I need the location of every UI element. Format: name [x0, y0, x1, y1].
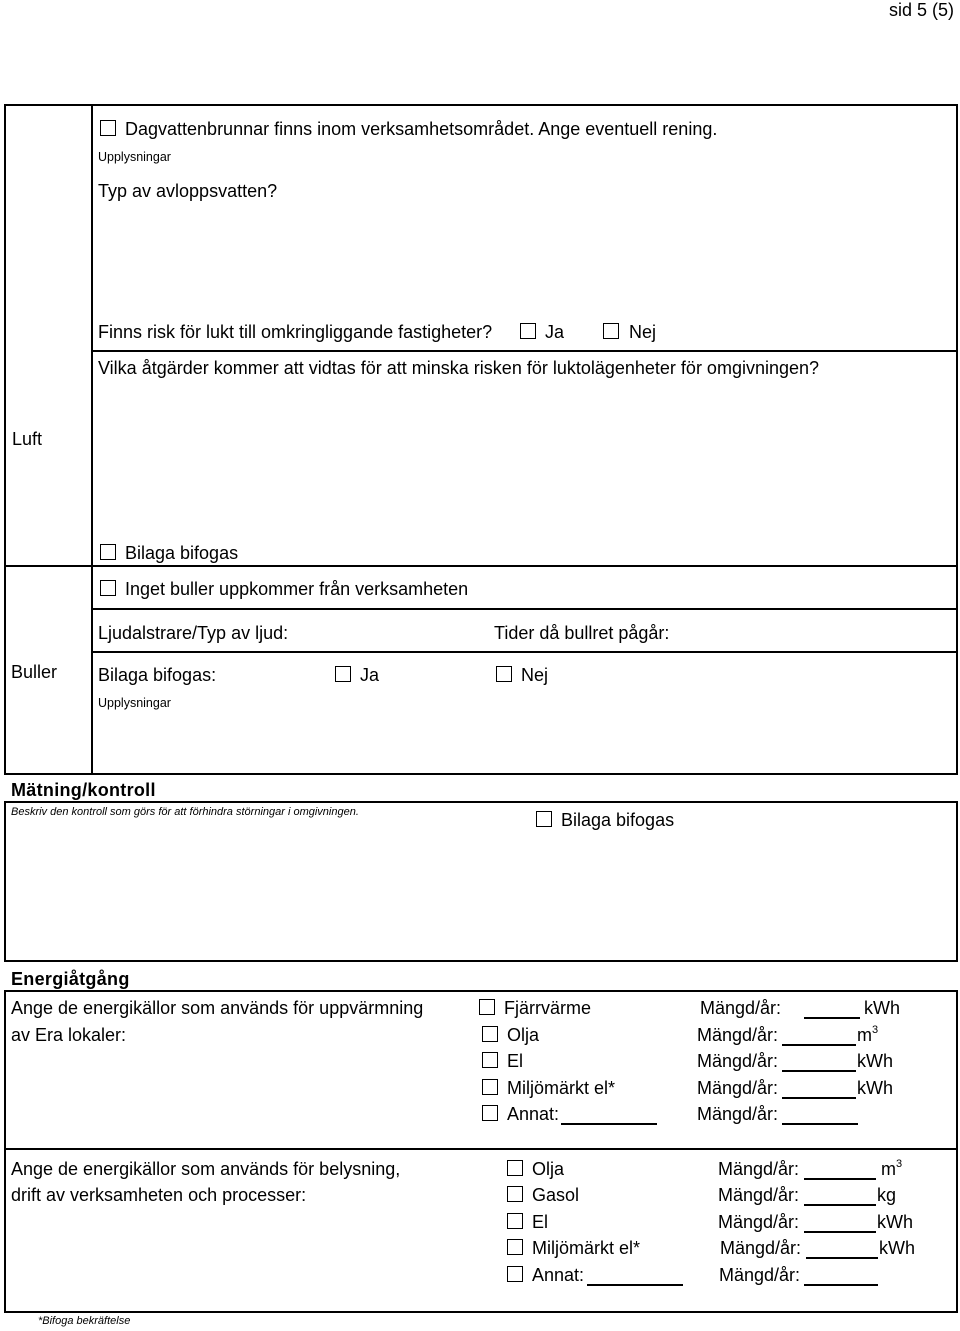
- amount-label: Mängd/år:: [720, 1238, 802, 1258]
- source-label: El: [507, 1051, 524, 1071]
- inget-buller-checkbox[interactable]: [100, 580, 116, 596]
- lukt-question: Finns risk för lukt till omkringliggande fastigheter?: [98, 322, 493, 342]
- section-divider-luft-buller: [4, 565, 958, 567]
- amount-label: Mängd/år:: [697, 1104, 779, 1124]
- source-label: Miljömärkt el*: [532, 1238, 641, 1258]
- luft-label: Luft: [12, 429, 43, 449]
- lukt-ja-checkbox[interactable]: [520, 323, 536, 339]
- upplysningar-label: Upplysningar: [98, 150, 171, 164]
- annat-input[interactable]: [587, 1284, 683, 1286]
- amount-input[interactable]: [806, 1257, 878, 1259]
- belysning-olja-checkbox[interactable]: [507, 1160, 523, 1176]
- unit-label: kWh: [864, 998, 900, 1018]
- amount-input[interactable]: [782, 1097, 856, 1099]
- unit-label: kg: [877, 1185, 897, 1205]
- source-label: Fjärrvärme: [504, 998, 592, 1018]
- buller-ja-checkbox[interactable]: [335, 666, 351, 682]
- source-label: El: [532, 1212, 549, 1232]
- unit-label: $m^3$: [857, 1024, 879, 1045]
- amount-label: Mängd/år:: [718, 1159, 800, 1179]
- annat-input[interactable]: [561, 1123, 657, 1125]
- olja-checkbox[interactable]: [482, 1026, 498, 1042]
- annat-checkbox[interactable]: [482, 1105, 498, 1121]
- row-divider: [91, 350, 958, 352]
- uppvarmning-text-1: Ange de energikällor som används för uppvärmning: [11, 998, 424, 1018]
- unit-label: kWh: [857, 1078, 893, 1098]
- amount-input[interactable]: [804, 1204, 876, 1206]
- dagvatten-checkbox[interactable]: [100, 120, 116, 136]
- energi-box: [4, 990, 958, 1313]
- amount-label: Mängd/år:: [697, 1025, 779, 1045]
- amount-input[interactable]: [804, 1017, 860, 1019]
- amount-input[interactable]: [782, 1070, 856, 1072]
- buller-bilaga-question: Bilaga bifogas:: [98, 665, 217, 685]
- miljomarkt-el-checkbox[interactable]: [482, 1079, 498, 1095]
- source-label: Gasol: [532, 1185, 580, 1205]
- amount-label: Mängd/år:: [718, 1185, 800, 1205]
- matning-instruction: Beskriv den kontroll som görs för att förhindra störningar i omgivningen.: [11, 806, 359, 818]
- upplysningar-label: Upplysningar: [98, 696, 171, 710]
- luft-bilaga-checkbox[interactable]: [100, 544, 116, 560]
- unit-label: kWh: [879, 1238, 915, 1258]
- amount-label: Mängd/år:: [697, 1078, 779, 1098]
- belysning-miljomarkt-el-checkbox[interactable]: [507, 1239, 523, 1255]
- avlopp-question: Typ av avloppsvatten?: [98, 181, 278, 201]
- inget-buller-label: Inget buller uppkommer från verksamheten: [125, 579, 469, 599]
- belysning-el-checkbox[interactable]: [507, 1213, 523, 1229]
- buller-nej-label: Nej: [521, 665, 549, 685]
- luft-bilaga-label: Bilaga bifogas: [125, 543, 239, 563]
- source-label: Annat:: [507, 1104, 560, 1124]
- amount-input[interactable]: [782, 1123, 858, 1125]
- amount-input[interactable]: [804, 1178, 876, 1180]
- page-number: sid 5 (5): [889, 0, 955, 20]
- amount-input[interactable]: [804, 1231, 876, 1233]
- source-label: Olja: [532, 1159, 565, 1179]
- matning-box: [4, 801, 958, 962]
- amount-input[interactable]: [782, 1044, 856, 1046]
- belysning-annat-checkbox[interactable]: [507, 1266, 523, 1282]
- source-label: Olja: [507, 1025, 540, 1045]
- source-label: Annat:: [532, 1265, 585, 1285]
- belysning-text-1: Ange de energikällor som används för belysning,: [11, 1159, 401, 1179]
- energi-heading: Energiåtgång: [11, 969, 130, 989]
- matning-bilaga-label: Bilaga bifogas: [561, 810, 675, 830]
- footnote: *Bifoga bekräftelse: [38, 1315, 131, 1327]
- atgarder-question: Vilka åtgärder kommer att vidtas för att minska risken för luktolägenheter för omgivningen?: [98, 358, 820, 378]
- lukt-ja-label: Ja: [545, 322, 565, 342]
- matning-bilaga-checkbox[interactable]: [536, 811, 552, 827]
- fjarrvarme-checkbox[interactable]: [479, 999, 495, 1015]
- lukt-nej-checkbox[interactable]: [603, 323, 619, 339]
- dagvatten-label: Dagvattenbrunnar finns inom verksamhetsområdet. Ange eventuell rening.: [125, 119, 718, 139]
- amount-label: Mängd/år:: [719, 1265, 801, 1285]
- buller-label: Buller: [11, 662, 58, 682]
- tider-label: Tider då bullret pågår:: [494, 623, 670, 643]
- belysning-text-2: drift av verksamheten och processer:: [11, 1185, 307, 1205]
- amount-input[interactable]: [804, 1284, 878, 1286]
- energi-divider: [4, 1148, 958, 1150]
- buller-ja-label: Ja: [360, 665, 380, 685]
- lukt-nej-label: Nej: [629, 322, 657, 342]
- row-divider: [91, 651, 958, 653]
- matning-heading: Mätning/kontroll: [11, 780, 156, 800]
- row-divider: [91, 608, 958, 610]
- amount-label: Mängd/år:: [700, 998, 782, 1018]
- unit-label: kWh: [877, 1212, 913, 1232]
- amount-label: Mängd/år:: [718, 1212, 800, 1232]
- uppvarmning-text-2: av Era lokaler:: [11, 1025, 127, 1045]
- unit-label: $m^3$: [881, 1158, 903, 1179]
- gasol-checkbox[interactable]: [507, 1186, 523, 1202]
- ljudalstrare-label: Ljudalstrare/Typ av ljud:: [98, 623, 289, 643]
- el-checkbox[interactable]: [482, 1052, 498, 1068]
- unit-label: kWh: [857, 1051, 893, 1071]
- amount-label: Mängd/år:: [697, 1051, 779, 1071]
- buller-nej-checkbox[interactable]: [496, 666, 512, 682]
- source-label: Miljömärkt el*: [507, 1078, 616, 1098]
- table-divider: [91, 104, 93, 775]
